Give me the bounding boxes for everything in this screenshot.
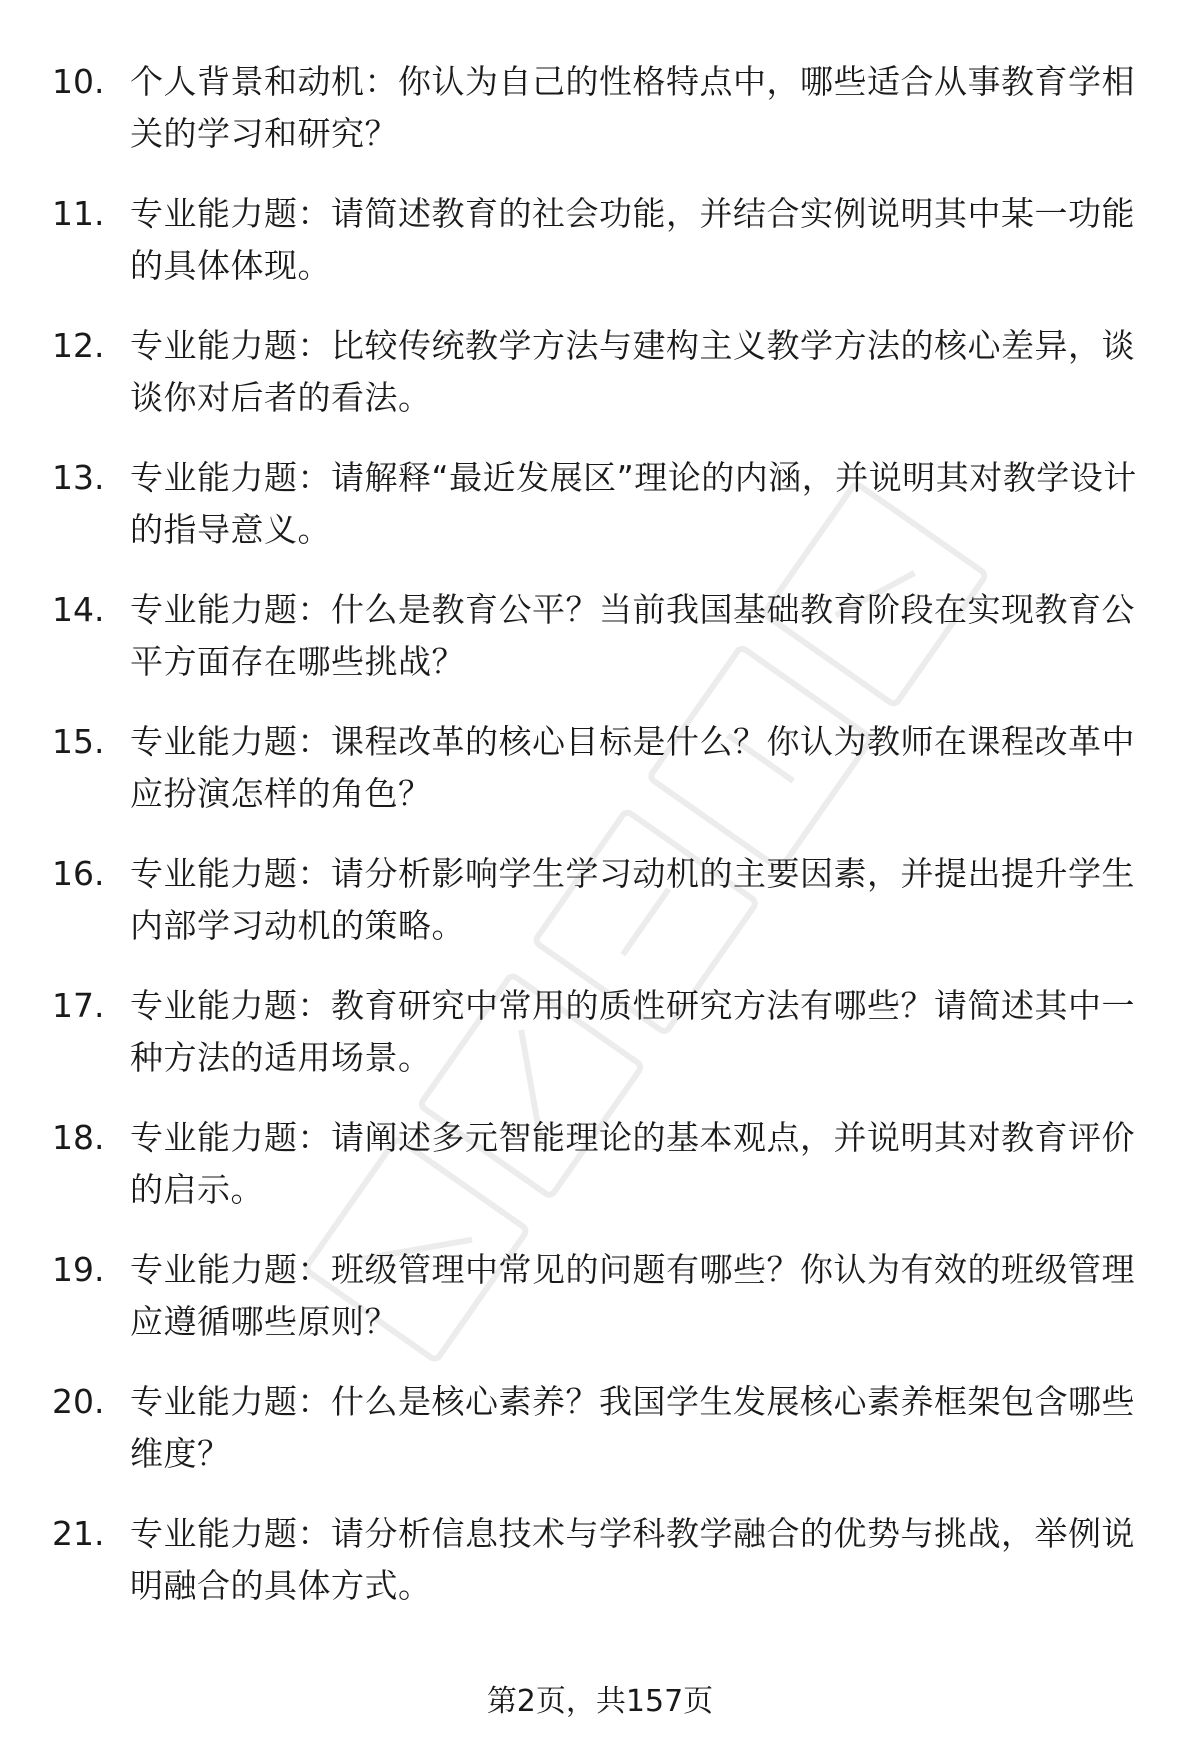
question-number: 18. bbox=[52, 1118, 105, 1157]
question-item-14 bbox=[0, 584, 1200, 716]
question-text: 专业能力题：教育研究中常用的质性研究方法有哪些？请简述其中一种方法的适用场景。 bbox=[130, 986, 1135, 1077]
question-item-11 bbox=[0, 188, 1200, 320]
question-text: 专业能力题：请简述教育的社会功能，并结合实例说明其中某一功能的具体体现。 bbox=[130, 194, 1135, 285]
question-number: 20. bbox=[52, 1382, 105, 1421]
question-number: 12. bbox=[52, 326, 105, 365]
question-text: 专业能力题：什么是教育公平？当前我国基础教育阶段在实现教育公平方面存在哪些挑战？ bbox=[130, 590, 1135, 681]
question-number: 13. bbox=[52, 458, 105, 497]
question-text: 专业能力题：什么是核心素养？我国学生发展核心素养框架包含哪些维度？ bbox=[130, 1382, 1135, 1473]
question-text: 专业能力题：请阐述多元智能理论的基本观点，并说明其对教育评价的启示。 bbox=[130, 1118, 1135, 1209]
question-text: 专业能力题：请分析影响学生学习动机的主要因素，并提出提升学生内部学习动机的策略。 bbox=[130, 854, 1135, 945]
question-item-15 bbox=[0, 716, 1200, 848]
page-indicator: 第2页，共157页 bbox=[486, 1684, 714, 1719]
question-text: 专业能力题：课程改革的核心目标是什么？你认为教师在课程改革中应扮演怎样的角色？ bbox=[130, 722, 1135, 813]
question-number: 14. bbox=[52, 590, 105, 629]
question-item-10 bbox=[0, 56, 1200, 188]
question-text: 专业能力题：比较传统教学方法与建构主义教学方法的核心差异，谈谈你对后者的看法。 bbox=[130, 326, 1135, 417]
question-text: 专业能力题：班级管理中常见的问题有哪些？你认为有效的班级管理应遵循哪些原则？ bbox=[130, 1250, 1135, 1341]
question-list bbox=[0, 56, 1200, 1640]
question-item-21 bbox=[0, 1508, 1200, 1640]
question-item-18 bbox=[0, 1112, 1200, 1244]
question-item-16 bbox=[0, 848, 1200, 980]
question-number: 10. bbox=[52, 62, 105, 101]
question-number: 21. bbox=[52, 1514, 105, 1553]
question-item-12 bbox=[0, 320, 1200, 452]
question-number: 11. bbox=[52, 194, 105, 233]
question-text: 个人背景和动机：你认为自己的性格特点中，哪些适合从事教育学相关的学习和研究？ bbox=[130, 62, 1135, 153]
question-item-20 bbox=[0, 1376, 1200, 1508]
question-item-17 bbox=[0, 980, 1200, 1112]
question-text: 专业能力题：请分析信息技术与学科教学融合的优势与挑战，举例说明融合的具体方式。 bbox=[130, 1514, 1135, 1605]
question-item-19 bbox=[0, 1244, 1200, 1376]
question-number: 16. bbox=[52, 854, 105, 893]
question-item-13 bbox=[0, 452, 1200, 584]
question-number: 15. bbox=[52, 722, 105, 761]
question-number: 19. bbox=[52, 1250, 105, 1289]
question-text: 专业能力题：请解释“最近发展区”理论的内涵，并说明其对教学设计的指导意义。 bbox=[130, 458, 1137, 549]
question-number: 17. bbox=[52, 986, 105, 1025]
